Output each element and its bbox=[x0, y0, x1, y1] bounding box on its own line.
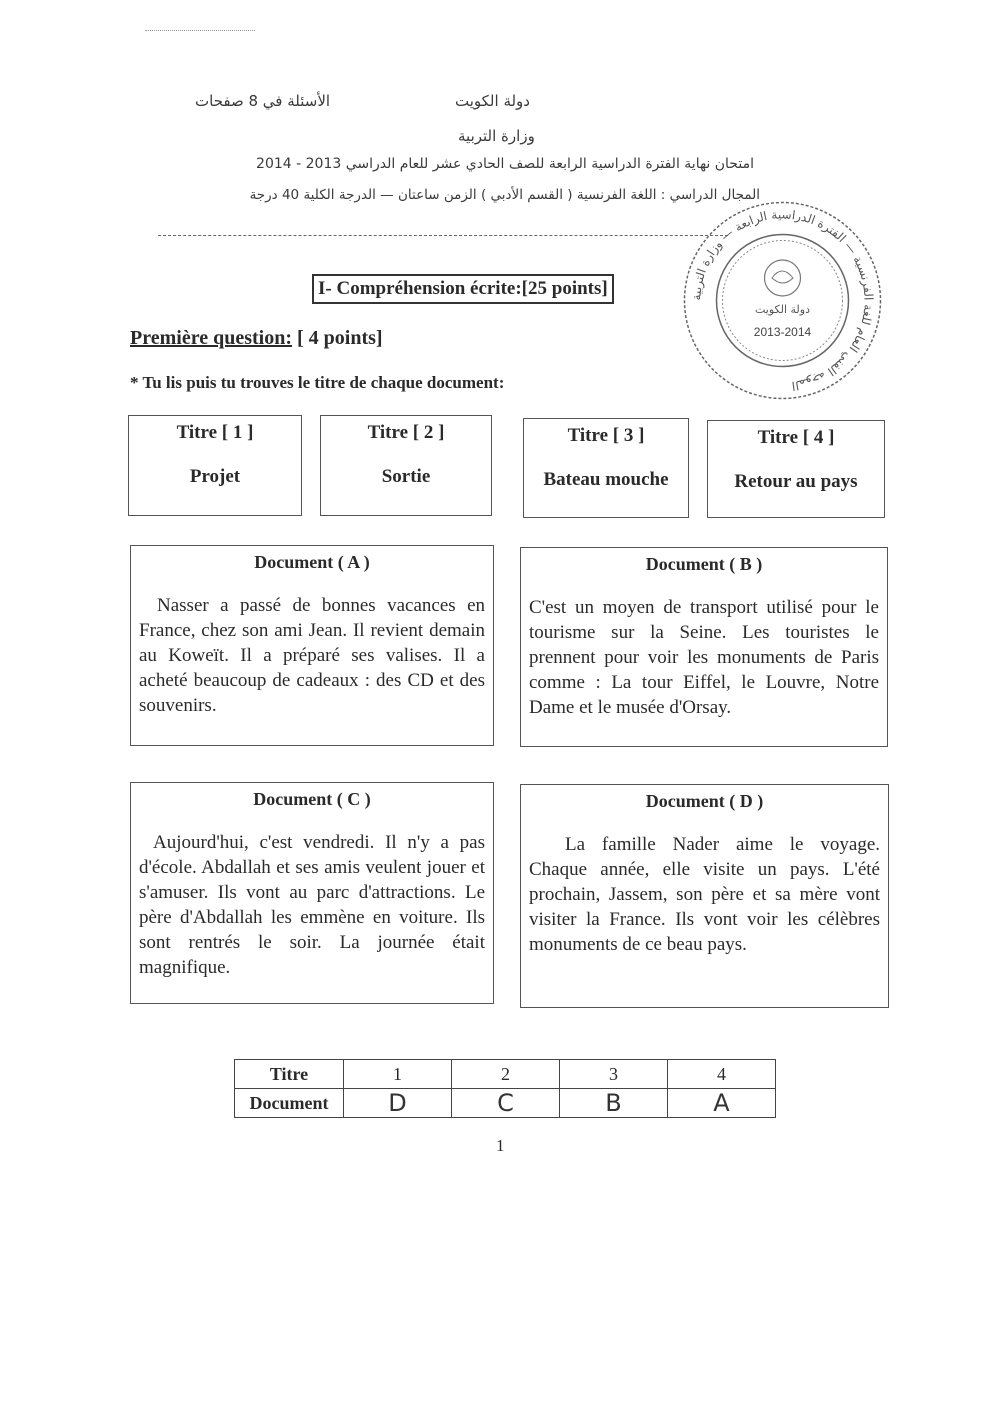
answer-column-header: 4 bbox=[668, 1060, 776, 1089]
answer-cell: C bbox=[452, 1089, 560, 1118]
scan-mark bbox=[145, 30, 255, 32]
titre-label: Titre [ 1 ] bbox=[176, 422, 254, 443]
document-heading: Document ( D ) bbox=[645, 791, 764, 811]
titre-value: Sortie bbox=[381, 466, 431, 487]
answer-row1-label: Titre bbox=[235, 1060, 344, 1089]
titre-box-2 bbox=[320, 415, 492, 516]
header-ministry: وزارة التربية bbox=[458, 127, 535, 145]
answer-column-header: 3 bbox=[560, 1060, 668, 1089]
stamp-icon bbox=[680, 198, 885, 403]
answer-row2-label: Document bbox=[235, 1089, 344, 1118]
question-header bbox=[130, 327, 383, 350]
document-heading: Document ( A ) bbox=[254, 552, 370, 572]
official-stamp bbox=[680, 198, 885, 403]
header-subject-line: المجال الدراسي : اللغة الفرنسية ( القسم الأدبي ) الزمن ساعتان — الدرجة الكلية 40 درجة bbox=[249, 187, 760, 203]
stamp-year: 2013-2014 bbox=[753, 325, 812, 339]
table-row bbox=[235, 1060, 776, 1089]
answer-column-header: 1 bbox=[344, 1060, 452, 1089]
titre-box-3 bbox=[523, 418, 689, 518]
document-text: C'est un moyen de transport utilisé pour le tourisme sur la Seine. Les touristes le prennent pour voir les monuments de Paris comme : La tour Eiffel, le Louvre, Notre Dame et le musée d'Orsay. bbox=[529, 597, 879, 718]
question-points: [ 4 points] bbox=[297, 327, 383, 349]
question-instruction: * Tu lis puis tu trouves le titre de chaque document: bbox=[130, 373, 505, 392]
answer-cell: D bbox=[344, 1089, 452, 1118]
page-number: 1 bbox=[496, 1136, 505, 1155]
answer-cell: B bbox=[560, 1089, 668, 1118]
document-heading: Document ( C ) bbox=[253, 789, 371, 809]
titre-label: Titre [ 2 ] bbox=[367, 422, 445, 443]
titre-label: Titre [ 4 ] bbox=[757, 427, 835, 448]
titre-label: Titre [ 3 ] bbox=[567, 425, 645, 446]
document-box-c bbox=[130, 782, 494, 1004]
document-box-d bbox=[520, 784, 889, 1008]
document-text: Aujourd'hui, c'est vendredi. Il n'y a pas d'école. Abdallah et ses amis veulent jouer et s'amuser. Ils vont au parc d'attractions. Le père d'Abdallah les emmène en voiture. Ils sont rentrés le soir. La journée était magnifique. bbox=[139, 832, 485, 978]
section-title: I- Compréhension écrite:[25 points] bbox=[312, 274, 614, 304]
titre-value: Retour au pays bbox=[734, 471, 858, 492]
stamp-inner-text: دولة الكويت bbox=[755, 303, 810, 316]
header-country: دولة الكويت bbox=[455, 92, 530, 110]
titre-box-1 bbox=[128, 415, 302, 516]
stamp-outer-text: الموجه الفني العام للغة الفرنسية — الفترة الدراسية الرابعة — وزارة التربية bbox=[689, 207, 876, 393]
document-heading: Document ( B ) bbox=[645, 554, 763, 574]
question-title: Première question: bbox=[130, 327, 293, 349]
header-exam-line: امتحان نهاية الفترة الدراسية الرابعة للصف الحادي عشر للعام الدراسي 2013 - 2014 bbox=[256, 156, 754, 172]
table-row bbox=[235, 1089, 776, 1118]
document-box-a bbox=[130, 545, 494, 746]
answer-column-header: 2 bbox=[452, 1060, 560, 1089]
answer-table bbox=[234, 1059, 776, 1118]
header-pages-note: الأسئلة في 8 صفحات bbox=[195, 92, 331, 110]
document-text: Nasser a passé de bonnes vacances en France, chez son ami Jean. Il revient demain au Koweït. Il a préparé ses valises. Il a acheté beaucoup de cadeaux : des CD et des souvenirs. bbox=[139, 595, 485, 716]
header-divider bbox=[158, 235, 728, 236]
document-box-b bbox=[520, 547, 888, 747]
titre-value: Projet bbox=[189, 466, 241, 487]
answer-cell: A bbox=[668, 1089, 776, 1118]
titre-box-4 bbox=[707, 420, 885, 518]
document-text: La famille Nader aime le voyage. Chaque année, elle visite un pays. L'été prochain, Jassem, son père et sa mère vont visiter la France. Ils vont voir les célèbres monuments de ce beau pays. bbox=[529, 834, 880, 955]
titre-value: Bateau mouche bbox=[543, 469, 669, 490]
